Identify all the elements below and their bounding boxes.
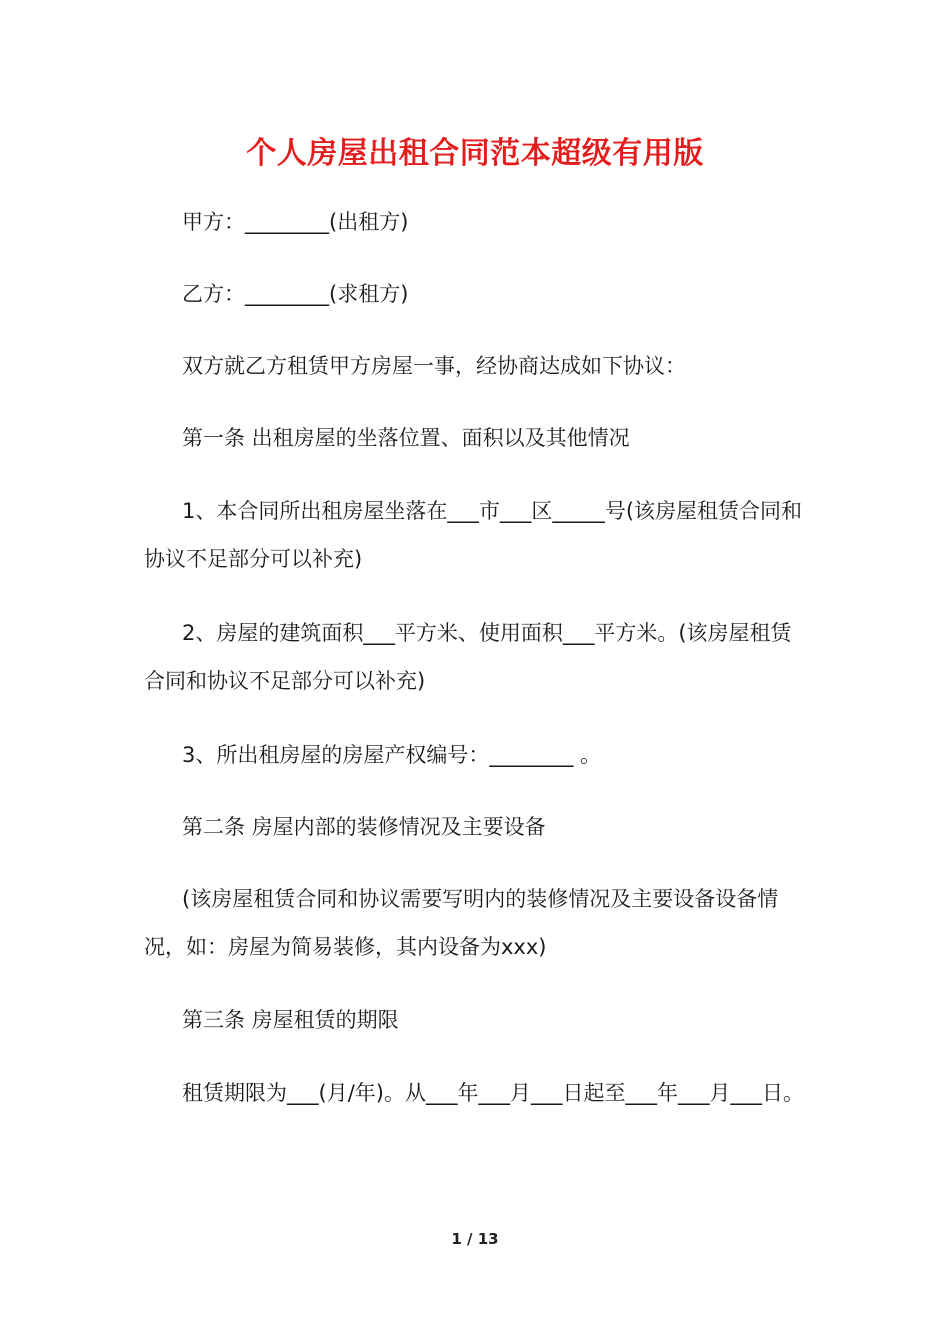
clause-1-2: 2、房屋的建筑面积___平方米、使用面积___平方米。(该房屋租赁合同和协议不足部分可以补充): [144, 621, 792, 693]
article-2-body: (该房屋租赁合同和协议需要写明内的装修情况及主要设备设备情况，如：房屋为简易装修，其内设备为xxx): [144, 887, 779, 959]
document-title: 个人房屋出租合同范本超级有用版: [246, 136, 704, 171]
agreement-intro: 双方就乙方租赁甲方房屋一事，经协商达成如下协议：: [182, 354, 686, 378]
clause-1-3: 3、所出租房屋的房屋产权编号：________ 。: [182, 743, 602, 767]
article-3-heading: 第三条 房屋租赁的期限: [182, 1008, 399, 1032]
article-2-heading: 第二条 房屋内部的装修情况及主要设备: [182, 815, 546, 839]
article-1-heading: 第一条 出租房屋的坐落位置、面积以及其他情况: [182, 426, 630, 450]
lease-term-line: 租赁期限为___(月/年)。从___年___月___日起至___年___月___日。: [182, 1081, 804, 1105]
party-b-line: 乙方：________(求租方): [182, 282, 409, 306]
party-a-line: 甲方：________(出租方): [182, 210, 409, 234]
clause-1-1: 1、本合同所出租房屋坐落在___市___区_____号(该房屋租赁合同和协议不足部分可以补充): [144, 499, 803, 571]
page-number: 1 / 13: [451, 1230, 499, 1248]
